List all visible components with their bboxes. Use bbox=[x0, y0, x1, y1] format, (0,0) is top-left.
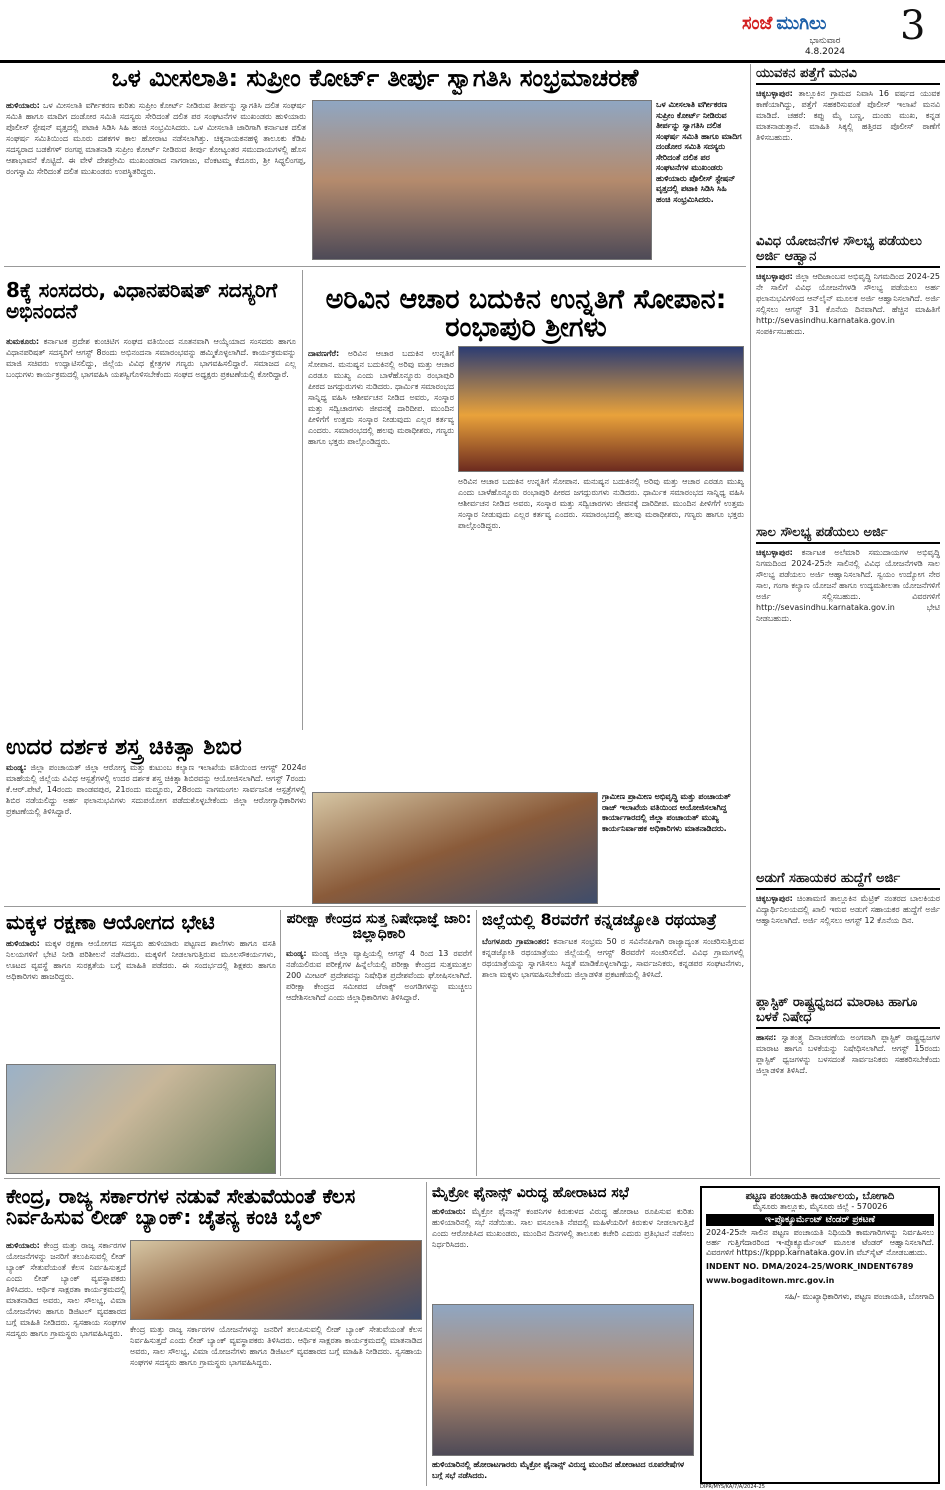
story3-body: ಅರಿವಿನ ಆಚಾರ ಬದುಕಿನ ಉನ್ನತಿಗೆ ಸೋಪಾನ. ಮನುಷ್ಯನ ಬದುಕಿನಲ್ಲಿ ಅರಿವು ಮತ್ತು ಆಚಾರ ಎರಡೂ ಮುಖ್ಯ ಎಂದು ಬಾಳೆಹೊನ್ನೂರು ರಂಭಾಪುರಿ ಪೀಠದ ಜಗದ್ಗುರುಗಳು ನುಡಿದರು. ಧಾರ್ಮಿಕ ಸಮಾರಂಭದ ಸಾನ್ನಿಧ್ಯ ವಹಿಸಿ ಆಶೀರ್ವಚನ ನೀಡಿದ ಅವರು, ಸಂಸ್ಕಾರ ಮತ್ತು ಸದ್ವಿಚಾರಗಳು ಜೀವನಕ್ಕೆ ದಾರಿದೀಪ. ಮುಂದಿನ ಪೀಳಿಗೆಗೆ ಉತ್ತಮ ಸಂಸ್ಕಾರ ನೀಡುವುದು ಎಲ್ಲರ ಕರ್ತವ್ಯ ಎಂದರು. ಸಮಾರಂಭದಲ್ಲಿ ಹಲವು ಮಠಾಧೀಶರು, ಗಣ್ಯರು ಹಾಗೂ ಭಕ್ತರು ಪಾಲ್ಗೊಂಡಿದ್ದರು. bbox=[308, 349, 454, 446]
masthead-rule bbox=[0, 60, 945, 63]
page-number: 3 bbox=[900, 3, 926, 49]
notice-title: ಇ-ಪ್ರೊಕ್ಯೂರ್ಮೆಂಟ್ ಟೆಂಡರ್ ಪ್ರಕಟಣೆ bbox=[706, 1214, 934, 1226]
masthead-name-part1: ಸಂಜೆ bbox=[742, 12, 773, 34]
divider bbox=[476, 910, 477, 1176]
right-story-a-body-block bbox=[756, 88, 940, 228]
notice-signature: ಸಹಿ/- ಮುಖ್ಯಾಧಿಕಾರಿಗಳು, ಪಟ್ಟಣ ಪಂಚಾಯತಿ, ಬೋಗಾದಿ bbox=[784, 1292, 934, 1301]
notice-office: ಪಟ್ಟಣ ಪಂಚಾಯತಿ ಕಾರ್ಯಾಲಯ, ಬೋಗಾದಿ bbox=[745, 1191, 895, 1202]
right-story-c-headline: ಸಾಲ ಸೌಲಭ್ಯ ಪಡೆಯಲು ಅರ್ಜಿ bbox=[756, 525, 940, 544]
divider bbox=[302, 270, 303, 730]
right-story-d-byline: ಚಿಕ್ಕಬಳ್ಳಾಪುರ: bbox=[756, 894, 793, 903]
right-story-a-headline: ಯುವಕನ ಪತ್ತೆಗೆ ಮನವಿ bbox=[756, 66, 940, 85]
story10-body-block bbox=[432, 1206, 694, 1300]
masthead-date: 4.8.2024 bbox=[804, 47, 846, 57]
story3-body-block bbox=[308, 348, 454, 748]
divider bbox=[4, 1178, 940, 1179]
right-story-b-headline: ವಿವಿಧ ಯೋಜನೆಗಳ ಸೌಲಭ್ಯ ಪಡೆಯಲು ಅರ್ಜಿ ಆಹ್ವಾನ bbox=[756, 234, 940, 268]
story9-byline: ಹುಳಿಯಾರು: bbox=[6, 1241, 40, 1250]
story9-body-continued bbox=[130, 1324, 422, 1484]
story1-body: ಒಳ ಮೀಸಲಾತಿ ವರ್ಗೀಕರಣ ಕುರಿತು ಸುಪ್ರೀಂ ಕೋರ್ಟ್ ನೀಡಿರುವ ತೀರ್ಪನ್ನು ಸ್ವಾಗತಿಸಿ ದಲಿತ ಸಂಘರ್ಷ ಸಮಿತಿ ಹಾಗೂ ಮಾದಿಗ ದಂಡೋರ ಸಮಿತಿ ಸದಸ್ಯರು ಸೇರಿದಂತೆ ದಲಿತ ಪರ ಸಂಘಟನೆಗಳ ಮುಖಂಡರು ಹುಳಿಯಾರು ಪೊಲೀಸ್ ಸ್ಟೇಷನ್ ವೃತ್ತದಲ್ಲಿ ಪಟಾಕಿ ಸಿಡಿಸಿ ಸಿಹಿ ಹಂಚಿ ಸಂಭ್ರಮಿಸಿದರು. ಒಳ ಮೀಸಲಾತಿ ಜಾರಿಗಾಗಿ ಕರ್ನಾಟಕ ದಲಿತ ಸಂಘರ್ಷ ಸಮಿತಿಯಿಂದ ಮೂರು ದಶಕಗಳ ಕಾಲ ಹೋರಾಟ ನಡೆಸಲಾಗಿತ್ತು. ಚಿಕ್ಕನಾಯಕನಹಳ್ಳಿ ತಾಲೂಕು ಕೆಡಿಪಿ ಸದಸ್ಯರಾದ ಬಡಕೆಗಳ್ ರಂಗಪ್ಪ ಮಾತನಾಡಿ ಸುಪ್ರೀಂ ಕೋರ್ಟ್ ನೀಡಿರುವ ತೀರ್ಪು ಕೋಟ್ಯಂತರ ಸಮುದಾಯಗಳಲ್ಲಿ ಹೊಸ ಆಶಾಭಾವನೆ ಕೊಟ್ಟಿದೆ. ಈ ವೇಳೆ ದೇಶಪ್ರೇಮಿ ಮುಖಂಡರಾದ ನಾಗರಾಜು, ವೆಂಕಟಮ್ಮ ಕೆದೂರು, ಶ್ರೀ ಸಿಧ್ಧಲಿಂಗಪ್ಪ, ರಂಗಸ್ವಾಮಿ ಸೇರಿದಂತೆ ದಲಿತ ಮುಖಂಡರು ಉಪಸ್ಥಿತರಿದ್ದರು. bbox=[6, 101, 306, 176]
right-story-b-body: ಜಿಲ್ಲಾ ಆದಿಜಾಂಬವ ಅಭಿವೃದ್ಧಿ ನಿಗಮದಿಂದ 2024-25 ನೇ ಸಾಲಿಗೆ ವಿವಿಧ ಯೋಜನೆಗಳಡಿ ಸೌಲಭ್ಯ ಪಡೆಯಲು ಅರ್ಹ ಫಲಾನುಭವಿಗಳಿಂದ ಆನ್‌ಲೈನ್ ಮೂಲಕ ಅರ್ಜಿ ಆಹ್ವಾನಿಸಲಾಗಿದೆ. ಅರ್ಜಿ ಸಲ್ಲಿಸಲು ಆಗಸ್ಟ್ 31 ಕೊನೆಯ ದಿನವಾಗಿದೆ. ಹೆಚ್ಚಿನ ಮಾಹಿತಿಗೆ http://sevasindhu.karnataka.gov.in ಸಂಪರ್ಕಿಸಬಹುದು. bbox=[756, 272, 940, 336]
story9-body-block bbox=[6, 1240, 126, 1484]
story2-byline: ತುಮಕೂರು: bbox=[6, 337, 40, 346]
story1-byline: ಹುಳಿಯಾರು: bbox=[6, 101, 40, 110]
story9-body-cont: ಕೇಂದ್ರ ಮತ್ತು ರಾಜ್ಯ ಸರ್ಕಾರಗಳ ಯೋಜನೆಗಳನ್ನು ಜನರಿಗೆ ತಲುಪಿಸುವಲ್ಲಿ ಲೀಡ್ ಬ್ಯಾಂಕ್ ಸೇತುವೆಯಂತೆ ಕೆಲಸ ನಿರ್ವಹಿಸುತ್ತದೆ ಎಂದು ಲೀಡ್ ಬ್ಯಾಂಕ್ ವ್ಯವಸ್ಥಾಪಕರು ತಿಳಿಸಿದರು. ಆರ್ಥಿಕ ಸಾಕ್ಷರತಾ ಕಾರ್ಯಕ್ರಮದಲ್ಲಿ ಮಾತನಾಡಿದ ಅವರು, ಸಾಲ ಸೌಲಭ್ಯ, ವಿಮಾ ಯೋಜನೆಗಳು ಹಾಗೂ ಡಿಜಿಟಲ್ ವ್ಯವಹಾರದ ಬಗ್ಗೆ ಮಾಹಿತಿ ನೀಡಿದರು. ಸ್ವಸಹಾಯ ಸಂಘಗಳ ಸದಸ್ಯರು ಹಾಗೂ ಗ್ರಾಮಸ್ಥರು ಭಾಗವಹಿಸಿದ್ದರು. bbox=[130, 1325, 422, 1367]
story10-caption: ಹುಳಿಯಾರಿನಲ್ಲಿ ಹೋರಾಟಗಾರರು ಮೈಕ್ರೋ ಫೈನಾನ್ಸ್ ವಿರುದ್ಧ ಮುಂದಿನ ಹೋರಾಟದ ರೂಪರೇಷೆಗಳ ಬಗ್ಗೆ ಸಭೆ ನಡೆಸಿದರು. bbox=[432, 1460, 685, 1480]
divider bbox=[280, 910, 281, 1176]
story3-body-cont: ಅರಿವಿನ ಆಚಾರ ಬದುಕಿನ ಉನ್ನತಿಗೆ ಸೋಪಾನ. ಮನುಷ್ಯನ ಬದುಕಿನಲ್ಲಿ ಅರಿವು ಮತ್ತು ಆಚಾರ ಎರಡೂ ಮುಖ್ಯ ಎಂದು ಬಾಳೆಹೊನ್ನೂರು ರಂಭಾಪುರಿ ಪೀಠದ ಜಗದ್ಗುರುಗಳು ನುಡಿದರು. ಧಾರ್ಮಿಕ ಸಮಾರಂಭದ ಸಾನ್ನಿಧ್ಯ ವಹಿಸಿ ಆಶೀರ್ವಚನ ನೀಡಿದ ಅವರು, ಸಂಸ್ಕಾರ ಮತ್ತು ಸದ್ವಿಚಾರಗಳು ಜೀವನಕ್ಕೆ ದಾರಿದೀಪ. ಮುಂದಿನ ಪೀಳಿಗೆಗೆ ಉತ್ತಮ ಸಂಸ್ಕಾರ ನೀಡುವುದು ಎಲ್ಲರ ಕರ್ತವ್ಯ ಎಂದರು. ಸಮಾರಂಭದಲ್ಲಿ ಹಲವು ಮಠಾಧೀಶರು, ಗಣ್ಯರು ಹಾಗೂ ಭಕ್ತರು ಪಾಲ್ಗೊಂಡಿದ್ದರು. bbox=[458, 477, 744, 530]
story2-body: ಕರ್ನಾಟಕ ಪ್ರದೇಶ ಕುಂಚಿಟಿಗ ಸಂಘದ ವತಿಯಿಂದ ನೂತನವಾಗಿ ಆಯ್ಕೆಯಾದ ಸಂಸದರು ಹಾಗೂ ವಿಧಾನಪರಿಷತ್ ಸದಸ್ಯರಿಗೆ ಆಗಸ್ಟ್ 8ರಂದು ಅಭಿನಂದನಾ ಸಮಾರಂಭವನ್ನು ಹಮ್ಮಿಕೊಳ್ಳಲಾಗಿದೆ. ಕಾರ್ಯಕ್ರಮವನ್ನು ಮಾಜಿ ಸಚಿವರು ಉದ್ಘಾಟಿಸಲಿದ್ದು, ಜಿಲ್ಲೆಯ ವಿವಿಧ ಕ್ಷೇತ್ರಗಳ ಗಣ್ಯರು ಭಾಗವಹಿಸಲಿದ್ದಾರೆ. ಸಮಾಜದ ಎಲ್ಲ ಬಂಧುಗಳು ಕಾರ್ಯಕ್ರಮದಲ್ಲಿ ಭಾಗವಹಿಸಿ ಯಶಸ್ವಿಗೊಳಿಸಬೇಕೆಂದು ಸಂಘದ ಅಧ್ಯಕ್ಷರು ಪ್ರಕಟಣೆಯಲ್ಲಿ ಕೋರಿದ್ದಾರೆ. bbox=[6, 337, 296, 379]
story3-byline: ದಾವಣಗೆರೆ: bbox=[308, 349, 340, 358]
divider bbox=[4, 266, 746, 267]
story6-byline: ಹುಳಿಯಾರು: bbox=[6, 939, 40, 948]
masthead-name-part2: ಮುಗಿಲು bbox=[776, 12, 827, 34]
story9-body: ಕೇಂದ್ರ ಮತ್ತು ರಾಜ್ಯ ಸರ್ಕಾರಗಳ ಯೋಜನೆಗಳನ್ನು ಜನರಿಗೆ ತಲುಪಿಸುವಲ್ಲಿ ಲೀಡ್ ಬ್ಯಾಂಕ್ ಸೇತುವೆಯಂತೆ ಕೆಲಸ ನಿರ್ವಹಿಸುತ್ತದೆ ಎಂದು ಲೀಡ್ ಬ್ಯಾಂಕ್ ವ್ಯವಸ್ಥಾಪಕರು ತಿಳಿಸಿದರು. ಆರ್ಥಿಕ ಸಾಕ್ಷರತಾ ಕಾರ್ಯಕ್ರಮದಲ್ಲಿ ಮಾತನಾಡಿದ ಅವರು, ಸಾಲ ಸೌಲಭ್ಯ, ವಿಮಾ ಯೋಜನೆಗಳು ಹಾಗೂ ಡಿಜಿಟಲ್ ವ್ಯವಹಾರದ ಬಗ್ಗೆ ಮಾಹಿತಿ ನೀಡಿದರು. ಸ್ವಸಹಾಯ ಸಂಘಗಳ ಸದಸ್ಯರು ಹಾಗೂ ಗ್ರಾಮಸ್ಥರು ಭಾಗವಹಿಸಿದ್ದರು. bbox=[6, 1241, 126, 1338]
story10-headline: ಮೈಕ್ರೋ ಫೈನಾನ್ಸ್ ವಿರುದ್ಧ ಹೋರಾಟದ ಸಭೆ bbox=[432, 1185, 629, 1201]
tender-notice bbox=[700, 1186, 940, 1484]
story6-headline: ಮಕ್ಕಳ ರಕ್ಷಣಾ ಆಯೋಗದ ಭೇಟಿ bbox=[6, 910, 215, 934]
story3-photo bbox=[458, 346, 744, 472]
story1-photo bbox=[312, 100, 652, 260]
right-story-d-headline: ಅಡುಗೆ ಸಹಾಯಕರ ಹುದ್ದೆಗೆ ಅರ್ಜಿ bbox=[756, 871, 940, 890]
right-story-e-byline: ಹಾಸನ: bbox=[756, 1033, 777, 1042]
story2-body-block bbox=[6, 336, 296, 726]
footer-code: DIPR/MYS/KA/7/A/2024-25 bbox=[700, 1484, 765, 1490]
right-story-c-body-block bbox=[756, 547, 940, 865]
right-story-c-byline: ಚಿಕ್ಕಬಳ್ಳಾಪುರ: bbox=[756, 548, 793, 557]
right-story-b-body-block bbox=[756, 271, 940, 519]
masthead-day: ಭಾನುವಾರ bbox=[809, 36, 841, 46]
story5-photo bbox=[312, 792, 598, 904]
right-story-e-body: ಸ್ವಾತಂತ್ರ್ಯ ದಿನಾಚರಣೆಯ ಅಂಗವಾಗಿ ಪ್ಲಾಸ್ಟಿಕ್ ರಾಷ್ಟ್ರಧ್ವಜಗಳ ಮಾರಾಟ ಹಾಗೂ ಬಳಕೆಯನ್ನು ನಿಷೇಧಿಸಲಾಗಿದೆ. ಆಗಸ್ಟ್ 15ರಂದು ಪ್ಲಾಸ್ಟಿಕ್ ಧ್ವಜಗಳನ್ನು ಬಳಸದಂತೆ ಸಾರ್ವಜನಿಕರು ಸಹಕರಿಸಬೇಕೆಂದು ಜಿಲ್ಲಾಡಳಿತ ತಿಳಿಸಿದೆ. bbox=[756, 1033, 940, 1075]
story1-caption: ಒಳ ಮೀಸಲಾತಿ ವರ್ಗೀಕರಣ ಸುಪ್ರೀಂ ಕೋರ್ಟ್ ನೀಡಿರುವ ತೀರ್ಪನ್ನು ಸ್ವಾಗತಿಸಿ ದಲಿತ ಸಂಘರ್ಷ ಸಮಿತಿ ಹಾಗೂ ಮಾದಿಗ ದಂಡೋರ ಸಮಿತಿ ಸದಸ್ಯರು ಸೇರಿದಂತೆ ದಲಿತ ಪರ ಸಂಘಟನೆಗಳ ಮುಖಂಡರು ಹುಳಿಯಾರು ಪೊಲೀಸ್ ಸ್ಟೇಷನ್ ವೃತ್ತದಲ್ಲಿ ಪಟಾಕಿ ಸಿಡಿಸಿ ಸಿಹಿ ಹಂಚಿ ಸಂಭ್ರಮಿಸಿದರು. bbox=[656, 100, 742, 204]
divider bbox=[426, 1182, 427, 1486]
story4-byline: ಮಂಡ್ಯ: bbox=[6, 763, 27, 772]
right-story-c-body: ಕರ್ನಾಟಕ ಅಲೆಮಾರಿ ಸಮುದಾಯಗಳ ಅಭಿವೃದ್ಧಿ ನಿಗಮದಿಂದ 2024-25ನೇ ಸಾಲಿನಲ್ಲಿ ವಿವಿಧ ಯೋಜನೆಗಳಡಿ ಸಾಲ ಸೌಲಭ್ಯ ಪಡೆಯಲು ಅರ್ಜಿ ಆಹ್ವಾನಿಸಲಾಗಿದೆ. ಸ್ವಯಂ ಉದ್ಯೋಗ ನೇರ ಸಾಲ, ಗಂಗಾ ಕಲ್ಯಾಣ ಯೋಜನೆ ಹಾಗೂ ಉದ್ಯಮಶೀಲತಾ ಯೋಜನೆಗಳಿಗೆ ಅರ್ಜಿ ಸಲ್ಲಿಸಬಹುದು. ವಿವರಗಳಿಗೆ http://sevasindhu.karnataka.gov.in ಭೇಟಿ ನೀಡಬಹುದು. bbox=[756, 548, 940, 623]
notice-website: www.bogaditown.mrc.gov.in bbox=[706, 1276, 835, 1285]
right-story-d-body: ಚಿಂತಾಮಣಿ ತಾಲ್ಲೂಕಿನ ಮೆಟ್ರಿಕ್ ನಂತರದ ಬಾಲಕಿಯರ ವಿದ್ಯಾರ್ಥಿನಿಲಯದಲ್ಲಿ ಖಾಲಿ ಇರುವ ಅಡುಗೆ ಸಹಾಯಕರ ಹುದ್ದೆಗೆ ಅರ್ಜಿ ಆಹ್ವಾನಿಸಲಾಗಿದೆ. ಅರ್ಜಿ ಸಲ್ಲಿಸಲು ಆಗಸ್ಟ್ 12 ಕೊನೆಯ ದಿನ. bbox=[756, 894, 940, 925]
right-column bbox=[756, 66, 940, 1176]
right-story-d-body-block bbox=[756, 893, 940, 989]
story9-photo bbox=[130, 1240, 422, 1320]
story6-photo bbox=[6, 1064, 276, 1174]
masthead-dateline bbox=[760, 36, 890, 58]
right-story-b-byline: ಚಿಕ್ಕಬಳ್ಳಾಪುರ: bbox=[756, 272, 793, 281]
story5-caption: ಗ್ರಾಮೀಣ ಪ್ರಾಮೀಣ ಅಭಿವೃದ್ಧಿ ಮತ್ತು ಪಂಚಾಯತ್ ರಾಜ್ ಇಲಾಖೆಯ ವತಿಯಿಂದ ಆಯೋಜಿಸಲಾಗಿದ್ದ ಕಾರ್ಯಾಗಾರದಲ್ಲಿ ಜಿಲ್ಲಾ ಪಂಚಾಯತ್ ಮುಖ್ಯ ಕಾರ್ಯನಿರ್ವಾಹಕ ಅಧಿಕಾರಿಗಳು ಮಾತನಾಡಿದರು. bbox=[602, 792, 731, 833]
story3-headline: ಅರಿವಿನ ಆಚಾರ ಬದುಕಿನ ಉನ್ನತಿಗೆ ಸೋಪಾನ: ರಂಭಾಪುರಿ ಶ್ರೀಗಳು bbox=[325, 284, 727, 344]
story4-body: ಜಿಲ್ಲಾ ಪಂಚಾಯತ್ ಜಿಲ್ಲಾ ಆರೋಗ್ಯ ಮತ್ತು ಕುಟುಂಬ ಕಲ್ಯಾಣ ಇಲಾಖೆಯ ವತಿಯಿಂದ ಆಗಸ್ಟ್ 2024ರ ಮಾಹೆಯಲ್ಲಿ ಜಿಲ್ಲೆಯ ವಿವಿಧ ಆಸ್ಪತ್ರೆಗಳಲ್ಲಿ ಉದರ ದರ್ಶಕ ಶಸ್ತ್ರ ಚಿಕಿತ್ಸಾ ಶಿಬಿರವನ್ನು ಆಯೋಜಿಸಲಾಗಿದೆ. ಆಗಸ್ಟ್ 7ರಂದು ಕೆ.ಆರ್.ಪೇಟೆ, 14ರಂದು ಪಾಂಡವಪುರ, 21ರಂದು ಮದ್ದೂರು, 28ರಂದು ನಾಗಮಂಗಲ ಸಾರ್ವಜನಿಕ ಆಸ್ಪತ್ರೆಗಳಲ್ಲಿ ಶಿಬಿರ ನಡೆಯಲಿದ್ದು ಅರ್ಹ ಫಲಾನುಭವಿಗಳು ಸದುಪಯೋಗ ಪಡೆದುಕೊಳ್ಳಬೇಕೆಂದು ಜಿಲ್ಲಾ ಆರೋಗ್ಯಾಧಿಕಾರಿಗಳು ಪ್ರಕಟಣೆಯಲ್ಲಿ ತಿಳಿಸಿದ್ದಾರೆ. bbox=[6, 763, 306, 816]
story7-headline: ಪರೀಕ್ಷಾ ಕೇಂದ್ರದ ಸುತ್ತ ನಿಷೇಧಾಜ್ಞೆ ಜಾರಿ: ಜಿಲ್ಲಾಧಿಕಾರಿ bbox=[286, 911, 472, 942]
right-story-a-byline: ಚಿಕ್ಕಬಳ್ಳಾಪುರ: bbox=[756, 89, 793, 98]
story1-headline: ಒಳ ಮೀಸಲಾತಿ: ಸುಪ್ರೀಂ ಕೋರ್ಟ್ ತೀರ್ಪು ಸ್ವಾಗತಿಸಿ ಸಂಭ್ರಮಾಚರಣೆ bbox=[111, 64, 639, 92]
story4-headline: ಉದರ ದರ್ಶಕ ಶಸ್ತ್ರ ಚಿಕಿತ್ಸಾ ಶಿಬಿರ bbox=[6, 735, 242, 760]
story7-body: ಮಂಡ್ಯ ಜಿಲ್ಲಾ ವ್ಯಾಪ್ತಿಯಲ್ಲಿ ಆಗಸ್ಟ್ 4 ರಿಂದ 13 ರವರೆಗೆ ನಡೆಯಲಿರುವ ಪರೀಕ್ಷೆಗಳ ಹಿನ್ನೆಲೆಯಲ್ಲಿ ಪರೀಕ್ಷಾ ಕೇಂದ್ರದ ಸುತ್ತಮುತ್ತಲ 200 ಮೀಟರ್ ಪ್ರದೇಶವನ್ನು ನಿಷೇಧಿತ ಪ್ರದೇಶವೆಂದು ಘೋಷಿಸಲಾಗಿದೆ. ಪರೀಕ್ಷಾ ಕೇಂದ್ರದ ಸಮೀಪದ ಜೆರಾಕ್ಸ್ ಅಂಗಡಿಗಳನ್ನು ಮುಚ್ಚಲು ಆದೇಶಿಸಲಾಗಿದೆ ಎಂದು ಜಿಲ್ಲಾಧಿಕಾರಿಗಳು ತಿಳಿಸಿದ್ದಾರೆ. bbox=[286, 949, 472, 1002]
divider bbox=[750, 64, 751, 1176]
notice-body: 2024-25ನೇ ಸಾಲಿನ ಪಟ್ಟಣ ಪಂಚಾಯತಿ ನಿಧಿಯಡಿ ಕಾಮಗಾರಿಗಳನ್ನು ನಿರ್ವಹಿಸಲು ಅರ್ಹ ಗುತ್ತಿಗೆದಾರರಿಂದ ಇ-ಪ್ರೊಕ್ಯೂರ್ಮೆಂಟ್ ಮೂಲಕ ಟೆಂಡರ್ ಆಹ್ವಾನಿಸಲಾಗಿದೆ. ವಿವರಗಳಿಗೆ https://kppp.karnataka.gov.in ವೆಬ್‌ಸೈಟ್ ನೋಡಬಹುದು. bbox=[706, 1228, 934, 1257]
story7-body-block bbox=[286, 948, 472, 1174]
story9-headline: ಕೇಂದ್ರ, ರಾಜ್ಯ ಸರ್ಕಾರಗಳ ನಡುವೆ ಸೇತುವೆಯಂತೆ ಕೆಲಸ ನಿರ್ವಹಿಸುವ ಲೀಡ್ ಬ್ಯಾಂಕ್: ಚೈತನ್ಯ ಕಂಚಿ ಬೈಲ್ bbox=[6, 1184, 356, 1229]
right-story-e-body-block bbox=[756, 1032, 940, 1122]
notice-indent: INDENT NO. DMA/2024-25/WORK_INDENT6789 bbox=[706, 1262, 914, 1271]
notice-address: ಮೈಸೂರು ತಾಲ್ಲೂಕು, ಮೈಸೂರು ಜಿಲ್ಲೆ - 570026 bbox=[752, 1202, 888, 1211]
story1-body-block bbox=[6, 100, 306, 260]
story10-photo bbox=[432, 1304, 694, 1456]
right-story-e-headline: ಪ್ಲಾಸ್ಟಿಕ್ ರಾಷ್ಟ್ರಧ್ವಜದ ಮಾರಾಟ ಹಾಗೂ ಬಳಕೆ ನಿಷೇಧ bbox=[756, 995, 940, 1029]
story8-body: ಕರ್ನಾಟಕ ಸಂಭ್ರಮ 50 ರ ಸವಿನೆನಪಿಗಾಗಿ ರಾಜ್ಯಾದ್ಯಂತ ಸಂಚರಿಸುತ್ತಿರುವ ಕನ್ನಡಜ್ಯೋತಿ ರಥಯಾತ್ರೆಯು ಜಿಲ್ಲೆಯಲ್ಲಿ ಆಗಸ್ಟ್ 8ರವರೆಗೆ ಸಂಚರಿಸಲಿದೆ. ವಿವಿಧ ಗ್ರಾಮಗಳಲ್ಲಿ ರಥಯಾತ್ರೆಯನ್ನು ಸ್ವಾಗತಿಸಲು ಸಿದ್ಧತೆ ಮಾಡಿಕೊಳ್ಳಲಾಗಿದ್ದು, ಸಾರ್ವಜನಿಕರು, ಕನ್ನಡಪರ ಸಂಘಟನೆಗಳು, ಶಾಲಾ ಮಕ್ಕಳು ಭಾಗವಹಿಸಬೇಕೆಂದು ಜಿಲ್ಲಾಡಳಿತ ಪ್ರಕಟಣೆಯಲ್ಲಿ ತಿಳಿಸಿದೆ. bbox=[482, 937, 744, 979]
story7-byline: ಮಂಡ್ಯ: bbox=[286, 949, 307, 958]
masthead-logo bbox=[742, 6, 902, 40]
story8-byline: ಬೆಂಗಳೂರು ಗ್ರಾಮಾಂತರ: bbox=[482, 937, 550, 946]
divider bbox=[4, 906, 746, 907]
story10-body: ಮೈಕ್ರೋ ಫೈನಾನ್ಸ್ ಕಂಪನಿಗಳ ಕಿರುಕುಳದ ವಿರುದ್ಧ ಹೋರಾಟ ರೂಪಿಸುವ ಕುರಿತು ಹುಳಿಯಾರಿನಲ್ಲಿ ಸಭೆ ನಡೆಯಿತು. ಸಾಲ ವಸೂಲಾತಿ ನೆಪದಲ್ಲಿ ಮಹಿಳೆಯರಿಗೆ ಕಿರುಕುಳ ನೀಡಲಾಗುತ್ತಿದೆ ಎಂದು ಆರೋಪಿಸಿದ ಮುಖಂಡರು, ಮುಂದಿನ ದಿನಗಳಲ್ಲಿ ತಾಲೂಕು ಕಚೇರಿ ಎದುರು ಪ್ರತಿಭಟನೆ ನಡೆಸಲು ನಿರ್ಧರಿಸಿದರು. bbox=[432, 1207, 694, 1249]
story8-headline: ಜಿಲ್ಲೆಯಲ್ಲಿ 8ರವರೆಗೆ ಕನ್ನಡಜ್ಯೋತಿ ರಥಯಾತ್ರೆ bbox=[482, 910, 717, 929]
story6-body-block bbox=[6, 938, 276, 1060]
story2-headline: 8ಕ್ಕೆ ಸಂಸದರು, ವಿಧಾನಪರಿಷತ್ ಸದಸ್ಯರಿಗೆ ಅಭಿನಂದನೆ bbox=[6, 278, 278, 323]
right-story-a-body: ತಾಲ್ಲೂಕಿನ ಗ್ರಾಮದ ನಿವಾಸಿ 16 ವರ್ಷದ ಯುವಕ ಕಾಣೆಯಾಗಿದ್ದು, ಪತ್ತೆಗೆ ಸಹಕರಿಸುವಂತೆ ಪೊಲೀಸ್ ಇಲಾಖೆ ಮನವಿ ಮಾಡಿದೆ. ಚಹರೆ: ಕಪ್ಪು ಮೈ ಬಣ್ಣ, ದುಂಡು ಮುಖ, ಕನ್ನಡ ಮಾತನಾಡುತ್ತಾನೆ. ಮಾಹಿತಿ ಸಿಕ್ಕಲ್ಲಿ ಹತ್ತಿರದ ಪೊಲೀಸ್ ಠಾಣೆಗೆ ತಿಳಿಸಬಹುದು. bbox=[756, 89, 940, 142]
story8-body-block bbox=[482, 936, 744, 1174]
story3-body-continued bbox=[458, 476, 744, 748]
story4-body-block bbox=[6, 762, 306, 854]
story6-body: ಮಕ್ಕಳ ರಕ್ಷಣಾ ಆಯೋಗದ ಸದಸ್ಯರು ಹುಳಿಯಾರು ಪಟ್ಟಣದ ಶಾಲೆಗಳು ಹಾಗೂ ವಸತಿ ನಿಲಯಗಳಿಗೆ ಭೇಟಿ ನೀಡಿ ಪರಿಶೀಲನೆ ನಡೆಸಿದರು. ಮಕ್ಕಳಿಗೆ ನೀಡಲಾಗುತ್ತಿರುವ ಮೂಲಸೌಕರ್ಯಗಳು, ಊಟದ ವ್ಯವಸ್ಥೆ ಹಾಗೂ ಸುರಕ್ಷತೆಯ ಬಗ್ಗೆ ಮಾಹಿತಿ ಪಡೆದರು. ಈ ಸಂದರ್ಭದಲ್ಲಿ ಶಿಕ್ಷಕರು ಹಾಗೂ ಅಧಿಕಾರಿಗಳು ಹಾಜರಿದ್ದರು. bbox=[6, 939, 276, 981]
story10-byline: ಹುಳಿಯಾರು: bbox=[432, 1207, 466, 1216]
